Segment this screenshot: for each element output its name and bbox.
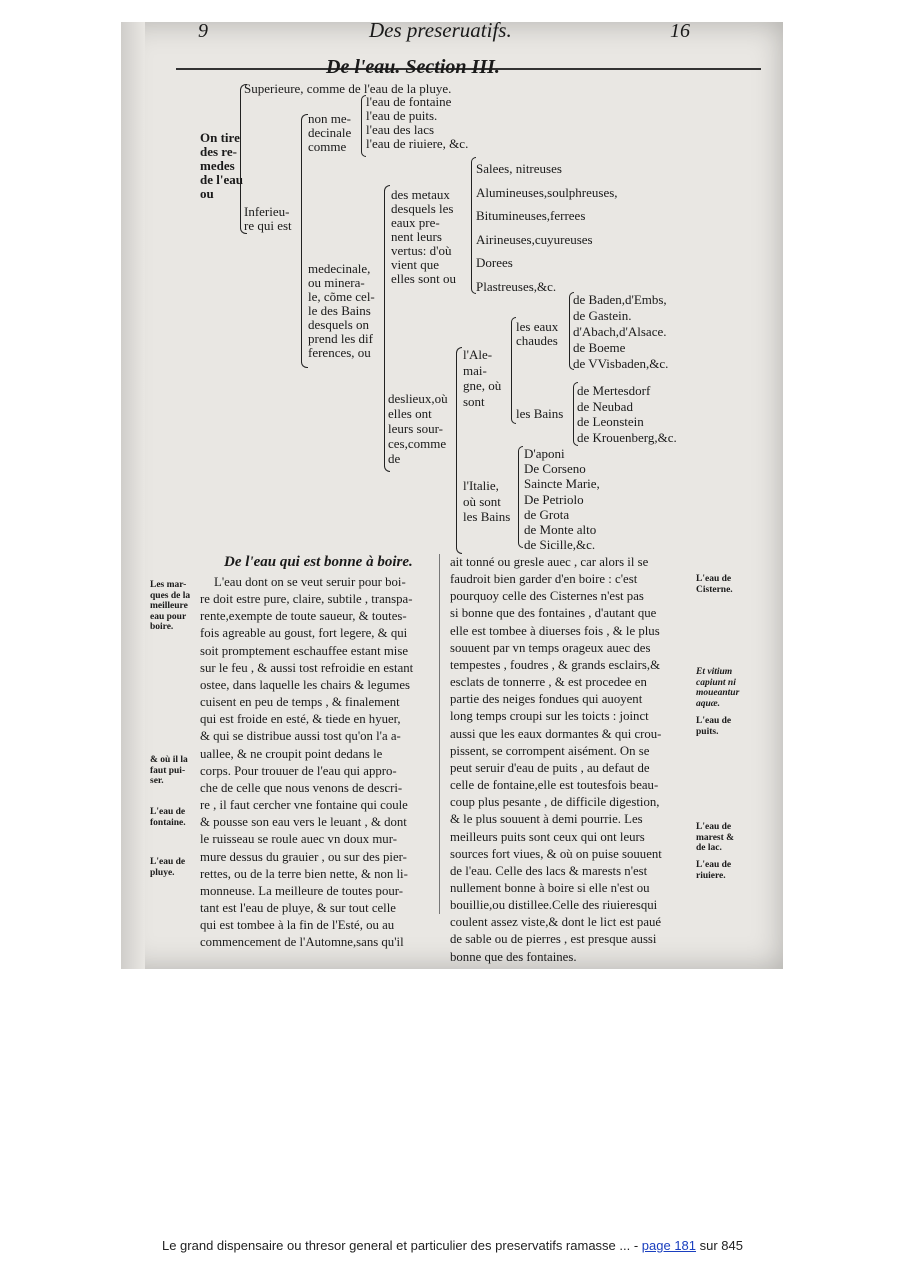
brace-lieux <box>456 347 462 554</box>
page-link[interactable]: page 181 <box>641 1238 697 1253</box>
footer-prefix: Le grand dispensaire ou thresor general et particulier des preservatifs ramasse ... - <box>161 1238 642 1253</box>
page-number-right: 16 <box>670 22 690 42</box>
margin-note-vitium: Et vitium capiunt ni moueantur aquæ. <box>696 667 740 709</box>
right-text-column: ait tonné ou gresle auec , car alors il se faudroit bien garder d'en boire : c'est pourquoy celle des Cisternes n'est pas si bonne que des fontaines , d'autant que elle est tombee à diuerses fois , & le plus souuent par vn temps orageux auec des tempestes , foudres , & grands esclairs,& esclats de tonnerre , & est procedee en partie des neiges fondues qui auoyent long temps croupi sur les toicts : joinct aussi que les eaux dormantes & qui crou- pissent, se corrompent aisément. On se peut seruir d'eau de puits , au defaut de celle de fontaine,elle est toutesfois beau- coup plus pesante , de difficile digestion, & le plus souuent à demi pourrie. Les meilleurs puits sont ceux qui ont leurs sources fort viues, & où on puise souuent de l'eau. Celle des lacs & marests n'est nullement bonne à boire si elle n'est ou bouillie,ou distillee.Celle des riuieresqui coulent assez viste,& dont le lict est paué de sable ou de pierres , est presque aussi bonne que des fontaines. <box>450 555 662 964</box>
column-divider <box>439 554 440 914</box>
intro-text: On tire des re- medes de l'eau ou <box>200 130 243 201</box>
brace-inferieure <box>301 114 308 368</box>
scanned-page <box>121 22 783 969</box>
left-text-column: L'eau dont on se veut seruir pour boi- re doit estre pure, claire, subtile , transpa- rente,exempte de toute saueur, & toutes- fois agreable au goust, fort legere, & qui soit promptement eschauffee estant mise sur le feu , & aussi tost refroidie en estant ostee, dans laquelle les chairs & legumes cuisent en peu de temps , & finalement qui est froide en esté, & tiede en hyuer, & qui se distribue aussi tost qu'on l'a a- uallee, & ne croupit point dedans le corps. Pour trouuer de l'eau qui appro- che de celle que nous venons de descri- re , il faut cercher vne fontaine qui coule & pousse son eau vers le leuant , & dont le ruisseau se roule auec vn doux mur- mure dessus du grauier , ou sur des pier- rettes, ou de la terre bien nette, & non li- monneuse. La meilleure de toutes pour- tant est l'eau de pluye, & sur tout celle qui est tombee à la fin de l'Esté, ou au commencement de l'Automne,sans qu'il <box>200 575 414 950</box>
bains-label: les Bains <box>516 406 564 421</box>
margin-note-marques: Les mar- ques de la meilleure eau pour boire. <box>150 580 191 632</box>
margin-note-pluye: L'eau de pluye. <box>150 857 186 878</box>
page-number-left: 9 <box>198 22 208 42</box>
medecinale-text: medecinale, ou minera- le, cõme cel- le des Bains desquels on prend les dif ferences, ou <box>308 261 375 360</box>
margin-note-marest: L'eau de marest & de lac. <box>696 822 735 853</box>
metaux-text: des metaux desquels les eaux pre- nent leurs vertus: d'où vient que elles sont ou <box>391 187 456 286</box>
margin-note-puits: L'eau de puits. <box>696 716 732 737</box>
eaux-chaudes-text: les eaux chaudes <box>516 319 559 348</box>
brace-italie <box>518 446 523 548</box>
running-title: Des preseruatifs. <box>369 22 512 42</box>
page-edge-shadow <box>121 22 145 969</box>
chaudes-list: de Baden,d'Embs, de Gastein. d'Abach,d'Alsace. de Boeme de VVisbaden,&c. <box>573 292 669 371</box>
margin-note-puiser: & où il la faut pui- ser. <box>150 755 188 786</box>
margin-note-fontaine: L'eau de fontaine. <box>150 807 186 828</box>
italie-text: l'Italie, où sont les Bains <box>463 478 511 524</box>
lieux-text: deslieux,où elles ont leurs sour- ces,comme de <box>388 391 448 466</box>
subheading: De l'eau qui est bonne à boire. <box>224 554 413 570</box>
margin-note-cisterne: L'eau de Cisterne. <box>696 574 733 595</box>
margin-note-riuiere: L'eau de riuiere. <box>696 860 732 881</box>
italie-list: D'aponi De Corseno Saincte Marie, De Petriolo de Grota de Monte alto de Sicille,&c. <box>524 446 600 553</box>
bains-list: de Mertesdorf de Neubad de Leonstein de Krouenberg,&c. <box>577 383 677 445</box>
superieure-text: Superieure, comme de l'eau de la pluye. <box>244 81 452 96</box>
footer-suffix: sur 845 <box>696 1238 743 1253</box>
footer-caption <box>0 1238 905 1253</box>
non-medicinale-text: non me- decinale comme <box>308 111 352 154</box>
non-medicinale-list: l'eau de fontaine l'eau de puits. l'eau des lacs l'eau de riuiere, &c. <box>366 94 469 151</box>
inferieure-text: Inferieu- re qui est <box>244 204 292 233</box>
section-title: De l'eau. Section III. <box>326 56 500 78</box>
allemagne-text: l'Ale- mai- gne, où sont <box>463 347 502 409</box>
metaux-list: Salees, nitreuses Alumineuses,soulphreuses, Bitumineuses,ferrees Airineuses,cuyureuses Dorees Plastreuses,&c. <box>476 161 618 294</box>
